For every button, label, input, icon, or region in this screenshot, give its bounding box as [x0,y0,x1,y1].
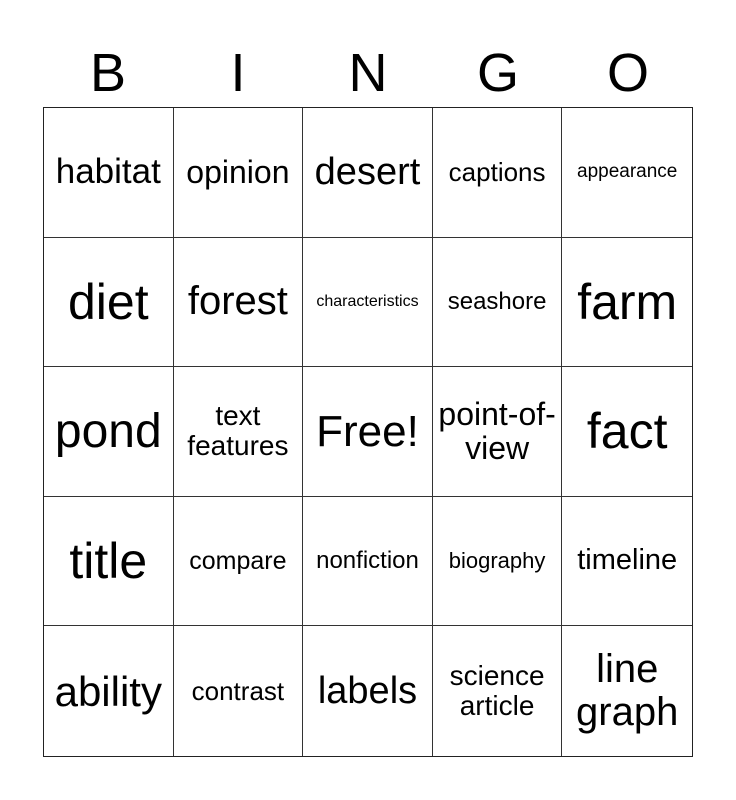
bingo-cell[interactable]: captions [433,108,563,238]
bingo-cell[interactable]: forest [174,238,304,368]
bingo-cell[interactable]: text features [174,367,304,497]
bingo-cell[interactable]: labels [303,626,433,756]
bingo-cell[interactable]: biography [433,497,563,627]
bingo-cell[interactable]: ability [44,626,174,756]
header-letter-o: O [606,43,649,103]
bingo-cell[interactable]: opinion [174,108,304,238]
bingo-cell[interactable]: habitat [44,108,174,238]
bingo-cell[interactable]: appearance [562,108,692,238]
bingo-cell[interactable]: pond [44,367,174,497]
bingo-cell[interactable]: diet [44,238,174,368]
bingo-board [43,107,693,757]
bingo-cell[interactable]: farm [562,238,692,368]
header-letter-g: G [476,43,519,103]
bingo-cell[interactable]: seashore [433,238,563,368]
bingo-cell[interactable]: fact [562,367,692,497]
bingo-cell[interactable]: science article [433,626,563,756]
bingo-cell[interactable]: point-of-view [433,367,563,497]
free-space-cell[interactable]: Free! [303,367,433,497]
bingo-header [43,40,693,106]
bingo-cell[interactable]: timeline [562,497,692,627]
bingo-cell[interactable]: line graph [576,647,679,735]
bingo-cell[interactable]: nonfiction [303,497,433,627]
header-letter-b: B [89,43,127,103]
bingo-cell[interactable]: contrast [174,626,304,756]
header-letter-n: N [348,43,388,103]
header-letter-i: I [230,43,246,103]
bingo-cell[interactable]: title [44,497,174,627]
bingo-cell[interactable]: characteristics [303,238,433,368]
bingo-cell[interactable]: compare [174,497,304,627]
bingo-cell[interactable]: desert [303,108,433,238]
